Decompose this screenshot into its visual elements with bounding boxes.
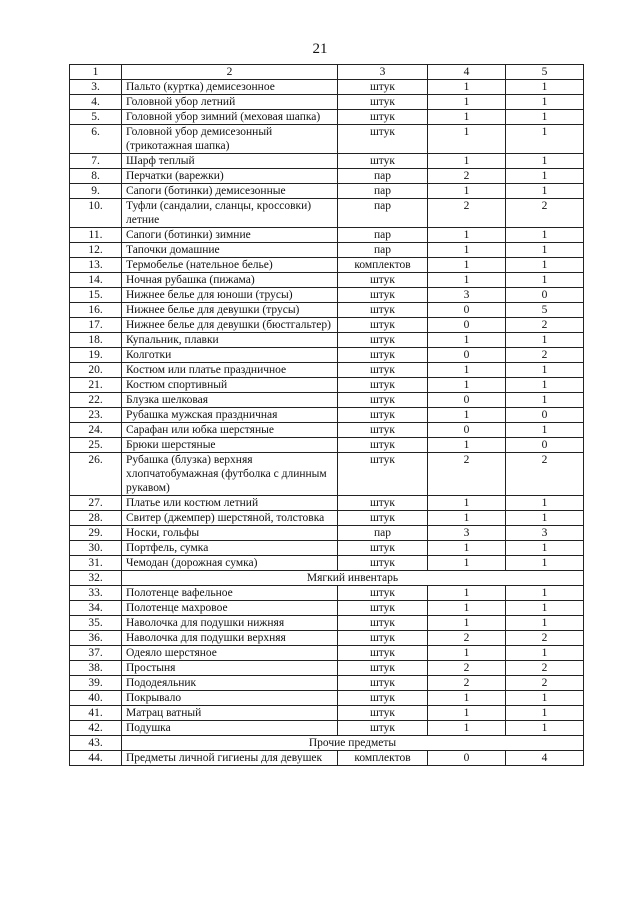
table-row: [70, 333, 584, 348]
item-unit: штук: [338, 646, 428, 661]
item-unit: штук: [338, 676, 428, 691]
item-quantity-col4: 1: [428, 333, 506, 348]
item-quantity-col4: 2: [428, 631, 506, 646]
table-row: [70, 273, 584, 288]
item-quantity-col5: 1: [506, 243, 584, 258]
row-number: 40.: [70, 691, 122, 706]
row-number: 16.: [70, 303, 122, 318]
table-row: [70, 706, 584, 721]
item-quantity-col4: 0: [428, 751, 506, 766]
row-number: 13.: [70, 258, 122, 273]
table-row: [70, 348, 584, 363]
row-number: 6.: [70, 125, 122, 154]
section-row: [70, 571, 584, 586]
table-row: [70, 199, 584, 228]
item-name: Ночная рубашка (пижама): [122, 273, 338, 288]
item-quantity-col5: 1: [506, 496, 584, 511]
table-row: [70, 751, 584, 766]
item-quantity-col4: 0: [428, 393, 506, 408]
item-quantity-col4: 1: [428, 363, 506, 378]
row-number: 29.: [70, 526, 122, 541]
row-number: 35.: [70, 616, 122, 631]
item-unit: штук: [338, 616, 428, 631]
item-unit: пар: [338, 228, 428, 243]
row-number: 18.: [70, 333, 122, 348]
item-name: Покрывало: [122, 691, 338, 706]
row-number: 38.: [70, 661, 122, 676]
table-row: [70, 541, 584, 556]
item-quantity-col5: 2: [506, 348, 584, 363]
item-quantity-col4: 0: [428, 318, 506, 333]
row-number: 12.: [70, 243, 122, 258]
item-quantity-col4: 2: [428, 453, 506, 496]
item-unit: штук: [338, 586, 428, 601]
table-header-row: [70, 65, 584, 80]
row-number: 31.: [70, 556, 122, 571]
item-name: Полотенце махровое: [122, 601, 338, 616]
table-row: [70, 154, 584, 169]
item-quantity-col5: 1: [506, 691, 584, 706]
item-quantity-col5: 1: [506, 721, 584, 736]
item-quantity-col4: 3: [428, 526, 506, 541]
table-row: [70, 496, 584, 511]
table-row: [70, 243, 584, 258]
item-quantity-col4: 2: [428, 199, 506, 228]
row-number: 32.: [70, 571, 122, 586]
item-quantity-col4: 1: [428, 601, 506, 616]
row-number: 8.: [70, 169, 122, 184]
section-title: Мягкий инвентарь: [122, 571, 584, 586]
items-table: [69, 64, 584, 766]
item-name: Пальто (куртка) демисезонное: [122, 80, 338, 95]
row-number: 42.: [70, 721, 122, 736]
item-quantity-col4: 1: [428, 378, 506, 393]
item-name: Брюки шерстяные: [122, 438, 338, 453]
row-number: 44.: [70, 751, 122, 766]
item-quantity-col4: 1: [428, 408, 506, 423]
row-number: 15.: [70, 288, 122, 303]
row-number: 9.: [70, 184, 122, 199]
item-name: Сапоги (ботинки) зимние: [122, 228, 338, 243]
item-quantity-col4: 1: [428, 154, 506, 169]
item-name: Свитер (джемпер) шерстяной, толстовка: [122, 511, 338, 526]
table-row: [70, 95, 584, 110]
item-quantity-col5: 0: [506, 438, 584, 453]
item-quantity-col4: 1: [428, 646, 506, 661]
item-name: Колготки: [122, 348, 338, 363]
item-name: Полотенце вафельное: [122, 586, 338, 601]
item-unit: штук: [338, 496, 428, 511]
item-quantity-col4: 1: [428, 228, 506, 243]
item-unit: штук: [338, 408, 428, 423]
header-col-4: 4: [428, 65, 506, 80]
item-quantity-col4: 1: [428, 184, 506, 199]
item-name: Головной убор летний: [122, 95, 338, 110]
item-quantity-col4: 1: [428, 258, 506, 273]
table-row: [70, 721, 584, 736]
item-unit: штук: [338, 125, 428, 154]
item-name: Носки, гольфы: [122, 526, 338, 541]
item-quantity-col5: 1: [506, 184, 584, 199]
item-quantity-col5: 1: [506, 169, 584, 184]
item-unit: штук: [338, 154, 428, 169]
table-row: [70, 258, 584, 273]
table-row: [70, 556, 584, 571]
item-quantity-col5: 1: [506, 423, 584, 438]
row-number: 4.: [70, 95, 122, 110]
item-unit: пар: [338, 526, 428, 541]
item-quantity-col5: 2: [506, 676, 584, 691]
item-name: Портфель, сумка: [122, 541, 338, 556]
row-number: 25.: [70, 438, 122, 453]
item-quantity-col4: 1: [428, 691, 506, 706]
row-number: 24.: [70, 423, 122, 438]
header-col-3: 3: [338, 65, 428, 80]
item-unit: штук: [338, 80, 428, 95]
row-number: 36.: [70, 631, 122, 646]
item-quantity-col4: 1: [428, 438, 506, 453]
item-quantity-col4: 0: [428, 348, 506, 363]
item-unit: штук: [338, 288, 428, 303]
item-quantity-col4: 0: [428, 423, 506, 438]
row-number: 30.: [70, 541, 122, 556]
item-quantity-col5: 2: [506, 199, 584, 228]
item-quantity-col4: 1: [428, 496, 506, 511]
row-number: 7.: [70, 154, 122, 169]
item-name: Матрац ватный: [122, 706, 338, 721]
row-number: 11.: [70, 228, 122, 243]
table-row: [70, 586, 584, 601]
item-quantity-col4: 0: [428, 303, 506, 318]
table-row: [70, 676, 584, 691]
table-body: [70, 65, 584, 766]
item-unit: штук: [338, 541, 428, 556]
table-row: [70, 408, 584, 423]
item-name: Предметы личной гигиены для девушек: [122, 751, 338, 766]
item-unit: штук: [338, 363, 428, 378]
table-row: [70, 393, 584, 408]
item-name: Перчатки (варежки): [122, 169, 338, 184]
item-quantity-col4: 1: [428, 95, 506, 110]
header-col-2: 2: [122, 65, 338, 80]
section-row: [70, 736, 584, 751]
row-number: 5.: [70, 110, 122, 125]
item-name: Подушка: [122, 721, 338, 736]
item-quantity-col4: 2: [428, 676, 506, 691]
item-unit: комплектов: [338, 258, 428, 273]
item-quantity-col4: 1: [428, 706, 506, 721]
table-row: [70, 526, 584, 541]
item-name: Сарафан или юбка шерстяные: [122, 423, 338, 438]
table-row: [70, 661, 584, 676]
item-name: Туфли (сандалии, сланцы, кроссовки) летние: [122, 199, 338, 228]
table-row: [70, 438, 584, 453]
item-name: Пододеяльник: [122, 676, 338, 691]
table-row: [70, 423, 584, 438]
table-row: [70, 511, 584, 526]
item-name: Головной убор демисезонный (трикотажная шапка): [122, 125, 338, 154]
item-quantity-col4: 1: [428, 511, 506, 526]
item-quantity-col5: 1: [506, 586, 584, 601]
item-unit: штук: [338, 95, 428, 110]
item-quantity-col5: 1: [506, 601, 584, 616]
row-number: 21.: [70, 378, 122, 393]
item-quantity-col5: 1: [506, 393, 584, 408]
item-unit: штук: [338, 511, 428, 526]
row-number: 20.: [70, 363, 122, 378]
table-row: [70, 184, 584, 199]
item-name: Чемодан (дорожная сумка): [122, 556, 338, 571]
section-title: Прочие предметы: [122, 736, 584, 751]
item-unit: штук: [338, 423, 428, 438]
row-number: 19.: [70, 348, 122, 363]
page-number: 21: [312, 41, 328, 57]
item-name: Наволочка для подушки нижняя: [122, 616, 338, 631]
row-number: 39.: [70, 676, 122, 691]
item-name: Наволочка для подушки верхняя: [122, 631, 338, 646]
item-name: Одеяло шерстяное: [122, 646, 338, 661]
item-unit: штук: [338, 706, 428, 721]
table-row: [70, 228, 584, 243]
table-row: [70, 691, 584, 706]
item-unit: штук: [338, 721, 428, 736]
item-quantity-col5: 5: [506, 303, 584, 318]
item-unit: комплектов: [338, 751, 428, 766]
row-number: 41.: [70, 706, 122, 721]
item-name: Нижнее белье для девушки (бюстгальтер): [122, 318, 338, 333]
item-unit: штук: [338, 453, 428, 496]
table-row: [70, 363, 584, 378]
table-row: [70, 110, 584, 125]
row-number: 10.: [70, 199, 122, 228]
item-quantity-col5: 1: [506, 616, 584, 631]
item-name: Рубашка (блузка) верхняя хлопчатобумажная (футболка с длинным рукавом): [122, 453, 338, 496]
item-name: Шарф теплый: [122, 154, 338, 169]
item-unit: штук: [338, 348, 428, 363]
item-unit: штук: [338, 378, 428, 393]
table-row: [70, 169, 584, 184]
item-name: Тапочки домашние: [122, 243, 338, 258]
item-name: Головной убор зимний (меховая шапка): [122, 110, 338, 125]
item-name: Термобелье (нательное белье): [122, 258, 338, 273]
item-quantity-col4: 1: [428, 616, 506, 631]
item-unit: пар: [338, 243, 428, 258]
row-number: 37.: [70, 646, 122, 661]
item-quantity-col5: 1: [506, 511, 584, 526]
row-number: 27.: [70, 496, 122, 511]
table-row: [70, 303, 584, 318]
item-quantity-col5: 2: [506, 661, 584, 676]
item-unit: штук: [338, 333, 428, 348]
item-unit: штук: [338, 110, 428, 125]
row-number: 14.: [70, 273, 122, 288]
table-row: [70, 288, 584, 303]
item-quantity-col5: 0: [506, 288, 584, 303]
item-quantity-col4: 1: [428, 110, 506, 125]
row-number: 3.: [70, 80, 122, 95]
item-unit: пар: [338, 199, 428, 228]
item-quantity-col5: 1: [506, 541, 584, 556]
row-number: 43.: [70, 736, 122, 751]
item-unit: штук: [338, 631, 428, 646]
item-quantity-col5: 1: [506, 110, 584, 125]
table-row: [70, 453, 584, 496]
item-unit: пар: [338, 184, 428, 199]
header-col-5: 5: [506, 65, 584, 80]
item-name: Купальник, плавки: [122, 333, 338, 348]
item-quantity-col4: 1: [428, 125, 506, 154]
item-unit: пар: [338, 169, 428, 184]
item-quantity-col4: 2: [428, 169, 506, 184]
table-row: [70, 646, 584, 661]
table-row: [70, 318, 584, 333]
item-name: Нижнее белье для юноши (трусы): [122, 288, 338, 303]
row-number: 17.: [70, 318, 122, 333]
item-quantity-col5: 1: [506, 228, 584, 243]
item-quantity-col5: 1: [506, 80, 584, 95]
item-name: Простыня: [122, 661, 338, 676]
item-quantity-col5: 2: [506, 318, 584, 333]
row-number: 28.: [70, 511, 122, 526]
item-quantity-col5: 2: [506, 631, 584, 646]
table-row: [70, 378, 584, 393]
row-number: 33.: [70, 586, 122, 601]
row-number: 23.: [70, 408, 122, 423]
item-name: Рубашка мужская праздничная: [122, 408, 338, 423]
item-name: Нижнее белье для девушки (трусы): [122, 303, 338, 318]
item-quantity-col5: 1: [506, 154, 584, 169]
item-unit: штук: [338, 661, 428, 676]
item-name: Сапоги (ботинки) демисезонные: [122, 184, 338, 199]
item-quantity-col4: 1: [428, 541, 506, 556]
item-quantity-col5: 1: [506, 646, 584, 661]
header-col-1: 1: [70, 65, 122, 80]
item-unit: штук: [338, 438, 428, 453]
item-quantity-col5: 1: [506, 706, 584, 721]
item-quantity-col5: 2: [506, 453, 584, 496]
item-quantity-col5: 1: [506, 125, 584, 154]
item-quantity-col5: 1: [506, 378, 584, 393]
item-name: Костюм или платье праздничное: [122, 363, 338, 378]
item-quantity-col5: 3: [506, 526, 584, 541]
row-number: 26.: [70, 453, 122, 496]
item-quantity-col4: 1: [428, 273, 506, 288]
item-quantity-col5: 1: [506, 273, 584, 288]
item-quantity-col4: 1: [428, 721, 506, 736]
item-unit: штук: [338, 318, 428, 333]
item-name: Блузка шелковая: [122, 393, 338, 408]
item-unit: штук: [338, 393, 428, 408]
table-row: [70, 80, 584, 95]
item-quantity-col5: 4: [506, 751, 584, 766]
item-quantity-col4: 1: [428, 243, 506, 258]
row-number: 34.: [70, 601, 122, 616]
item-quantity-col5: 1: [506, 556, 584, 571]
table-row: [70, 616, 584, 631]
item-name: Костюм спортивный: [122, 378, 338, 393]
item-unit: штук: [338, 273, 428, 288]
item-unit: штук: [338, 556, 428, 571]
item-quantity-col5: 1: [506, 95, 584, 110]
item-quantity-col5: 1: [506, 333, 584, 348]
table-row: [70, 631, 584, 646]
item-unit: штук: [338, 691, 428, 706]
item-unit: штук: [338, 601, 428, 616]
row-number: 22.: [70, 393, 122, 408]
item-quantity-col5: 1: [506, 258, 584, 273]
item-quantity-col4: 2: [428, 661, 506, 676]
item-quantity-col4: 1: [428, 80, 506, 95]
item-quantity-col5: 1: [506, 363, 584, 378]
table-row: [70, 601, 584, 616]
item-quantity-col4: 1: [428, 586, 506, 601]
item-name: Платье или костюм летний: [122, 496, 338, 511]
item-quantity-col4: 1: [428, 556, 506, 571]
item-unit: штук: [338, 303, 428, 318]
item-quantity-col5: 0: [506, 408, 584, 423]
item-quantity-col4: 3: [428, 288, 506, 303]
table-row: [70, 125, 584, 154]
